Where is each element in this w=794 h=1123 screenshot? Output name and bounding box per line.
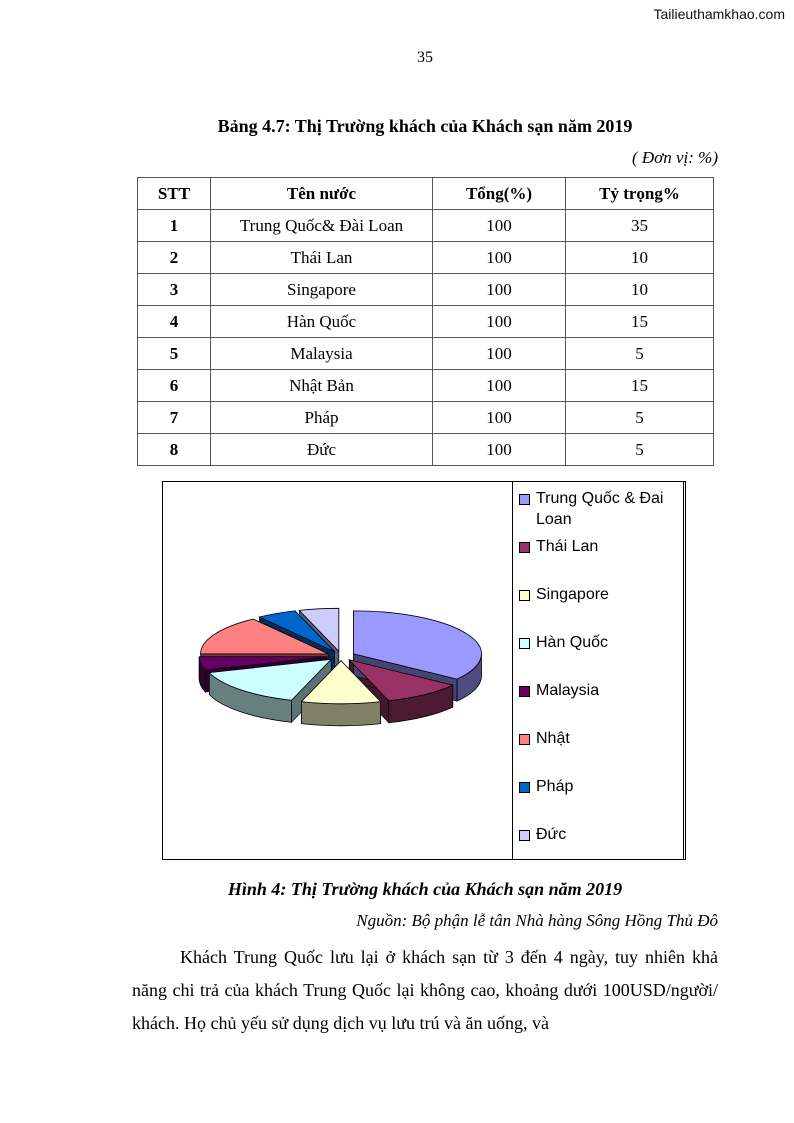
watermark: Tailieuthamkhao.com <box>653 6 785 22</box>
cell-share: 5 <box>566 402 714 434</box>
legend-item <box>519 824 679 845</box>
legend-label: Nhật <box>536 730 570 747</box>
cell-share: 5 <box>566 434 714 466</box>
cell-stt: 7 <box>138 402 211 434</box>
cell-total: 100 <box>433 210 566 242</box>
cell-share: 15 <box>566 306 714 338</box>
cell-stt: 6 <box>138 370 211 402</box>
header-stt: STT <box>138 178 211 210</box>
cell-country: Thái Lan <box>211 242 433 274</box>
cell-total: 100 <box>433 274 566 306</box>
cell-share: 35 <box>566 210 714 242</box>
legend-swatch <box>519 494 530 505</box>
pie-slice-side <box>301 702 380 726</box>
pie-chart-plot <box>163 482 512 859</box>
legend-swatch <box>519 590 530 601</box>
cell-country: Pháp <box>211 402 433 434</box>
legend-label: Thái Lan <box>536 538 599 555</box>
cell-country: Hàn Quốc <box>211 306 433 338</box>
figure-source: Nguồn: Bộ phận lễ tân Nhà hàng Sông Hồng Thủ Đô <box>356 911 718 930</box>
legend-item <box>519 584 679 605</box>
body-paragraph: Khách Trung Quốc lưu lại ở khách sạn từ 3 đến 4 ngày, tuy nhiên khả năng chi trả của khách Trung Quốc lại không cao, khoảng dưới 100USD/người/ khách. Họ chủ yếu sử dụng dịch vụ lưu trú và ăn uống, và <box>132 947 718 1033</box>
cell-stt: 8 <box>138 434 211 466</box>
chart-legend <box>512 482 684 859</box>
cell-total: 100 <box>433 402 566 434</box>
legend-swatch <box>519 782 530 793</box>
cell-country: Nhật Bản <box>211 370 433 402</box>
table-row <box>138 306 714 338</box>
legend-swatch <box>519 734 530 745</box>
page-number: 35 <box>417 49 433 66</box>
figure-caption: Hình 4: Thị Trường khách của Khách sạn năm 2019 <box>227 879 623 899</box>
cell-country: Singapore <box>211 274 433 306</box>
cell-total: 100 <box>433 242 566 274</box>
table-row <box>138 210 714 242</box>
legend-swatch <box>519 542 530 553</box>
cell-share: 10 <box>566 242 714 274</box>
cell-stt: 5 <box>138 338 211 370</box>
cell-share: 5 <box>566 338 714 370</box>
legend-item <box>519 488 679 530</box>
cell-total: 100 <box>433 338 566 370</box>
table-unit: ( Đơn vị: %) <box>631 148 718 167</box>
table-row <box>138 274 714 306</box>
legend-label: Hàn Quốc <box>536 634 609 651</box>
legend-label: Đức <box>536 826 567 843</box>
legend-item <box>519 776 679 797</box>
cell-share: 15 <box>566 370 714 402</box>
market-table <box>137 177 714 466</box>
header-share: Tỷ trọng% <box>566 178 714 210</box>
legend-item <box>519 680 679 701</box>
table-row <box>138 402 714 434</box>
legend-swatch <box>519 686 530 697</box>
cell-stt: 4 <box>138 306 211 338</box>
legend-item <box>519 728 679 749</box>
pie-chart <box>162 481 686 860</box>
cell-total: 100 <box>433 306 566 338</box>
cell-country: Trung Quốc& Đài Loan <box>211 210 433 242</box>
cell-total: 100 <box>433 370 566 402</box>
legend-item <box>519 632 679 653</box>
header-total: Tổng(%) <box>433 178 566 210</box>
cell-country: Đức <box>211 434 433 466</box>
legend-swatch <box>519 830 530 841</box>
cell-stt: 1 <box>138 210 211 242</box>
cell-stt: 2 <box>138 242 211 274</box>
table-row <box>138 338 714 370</box>
table-title: Bảng 4.7: Thị Trường khách của Khách sạn năm 2019 <box>217 116 633 136</box>
cell-share: 10 <box>566 274 714 306</box>
legend-item <box>519 536 679 557</box>
cell-country: Malaysia <box>211 338 433 370</box>
table-row <box>138 242 714 274</box>
legend-label: Malaysia <box>536 682 600 699</box>
cell-stt: 3 <box>138 274 211 306</box>
legend-label: Trung Quốc & Đai Loan <box>536 490 664 528</box>
legend-swatch <box>519 638 530 649</box>
table-row <box>138 370 714 402</box>
cell-total: 100 <box>433 434 566 466</box>
table-row <box>138 434 714 466</box>
header-country: Tên nước <box>211 178 433 210</box>
legend-label: Pháp <box>536 778 574 795</box>
legend-label: Singapore <box>536 586 609 603</box>
table-header-row <box>138 178 714 210</box>
